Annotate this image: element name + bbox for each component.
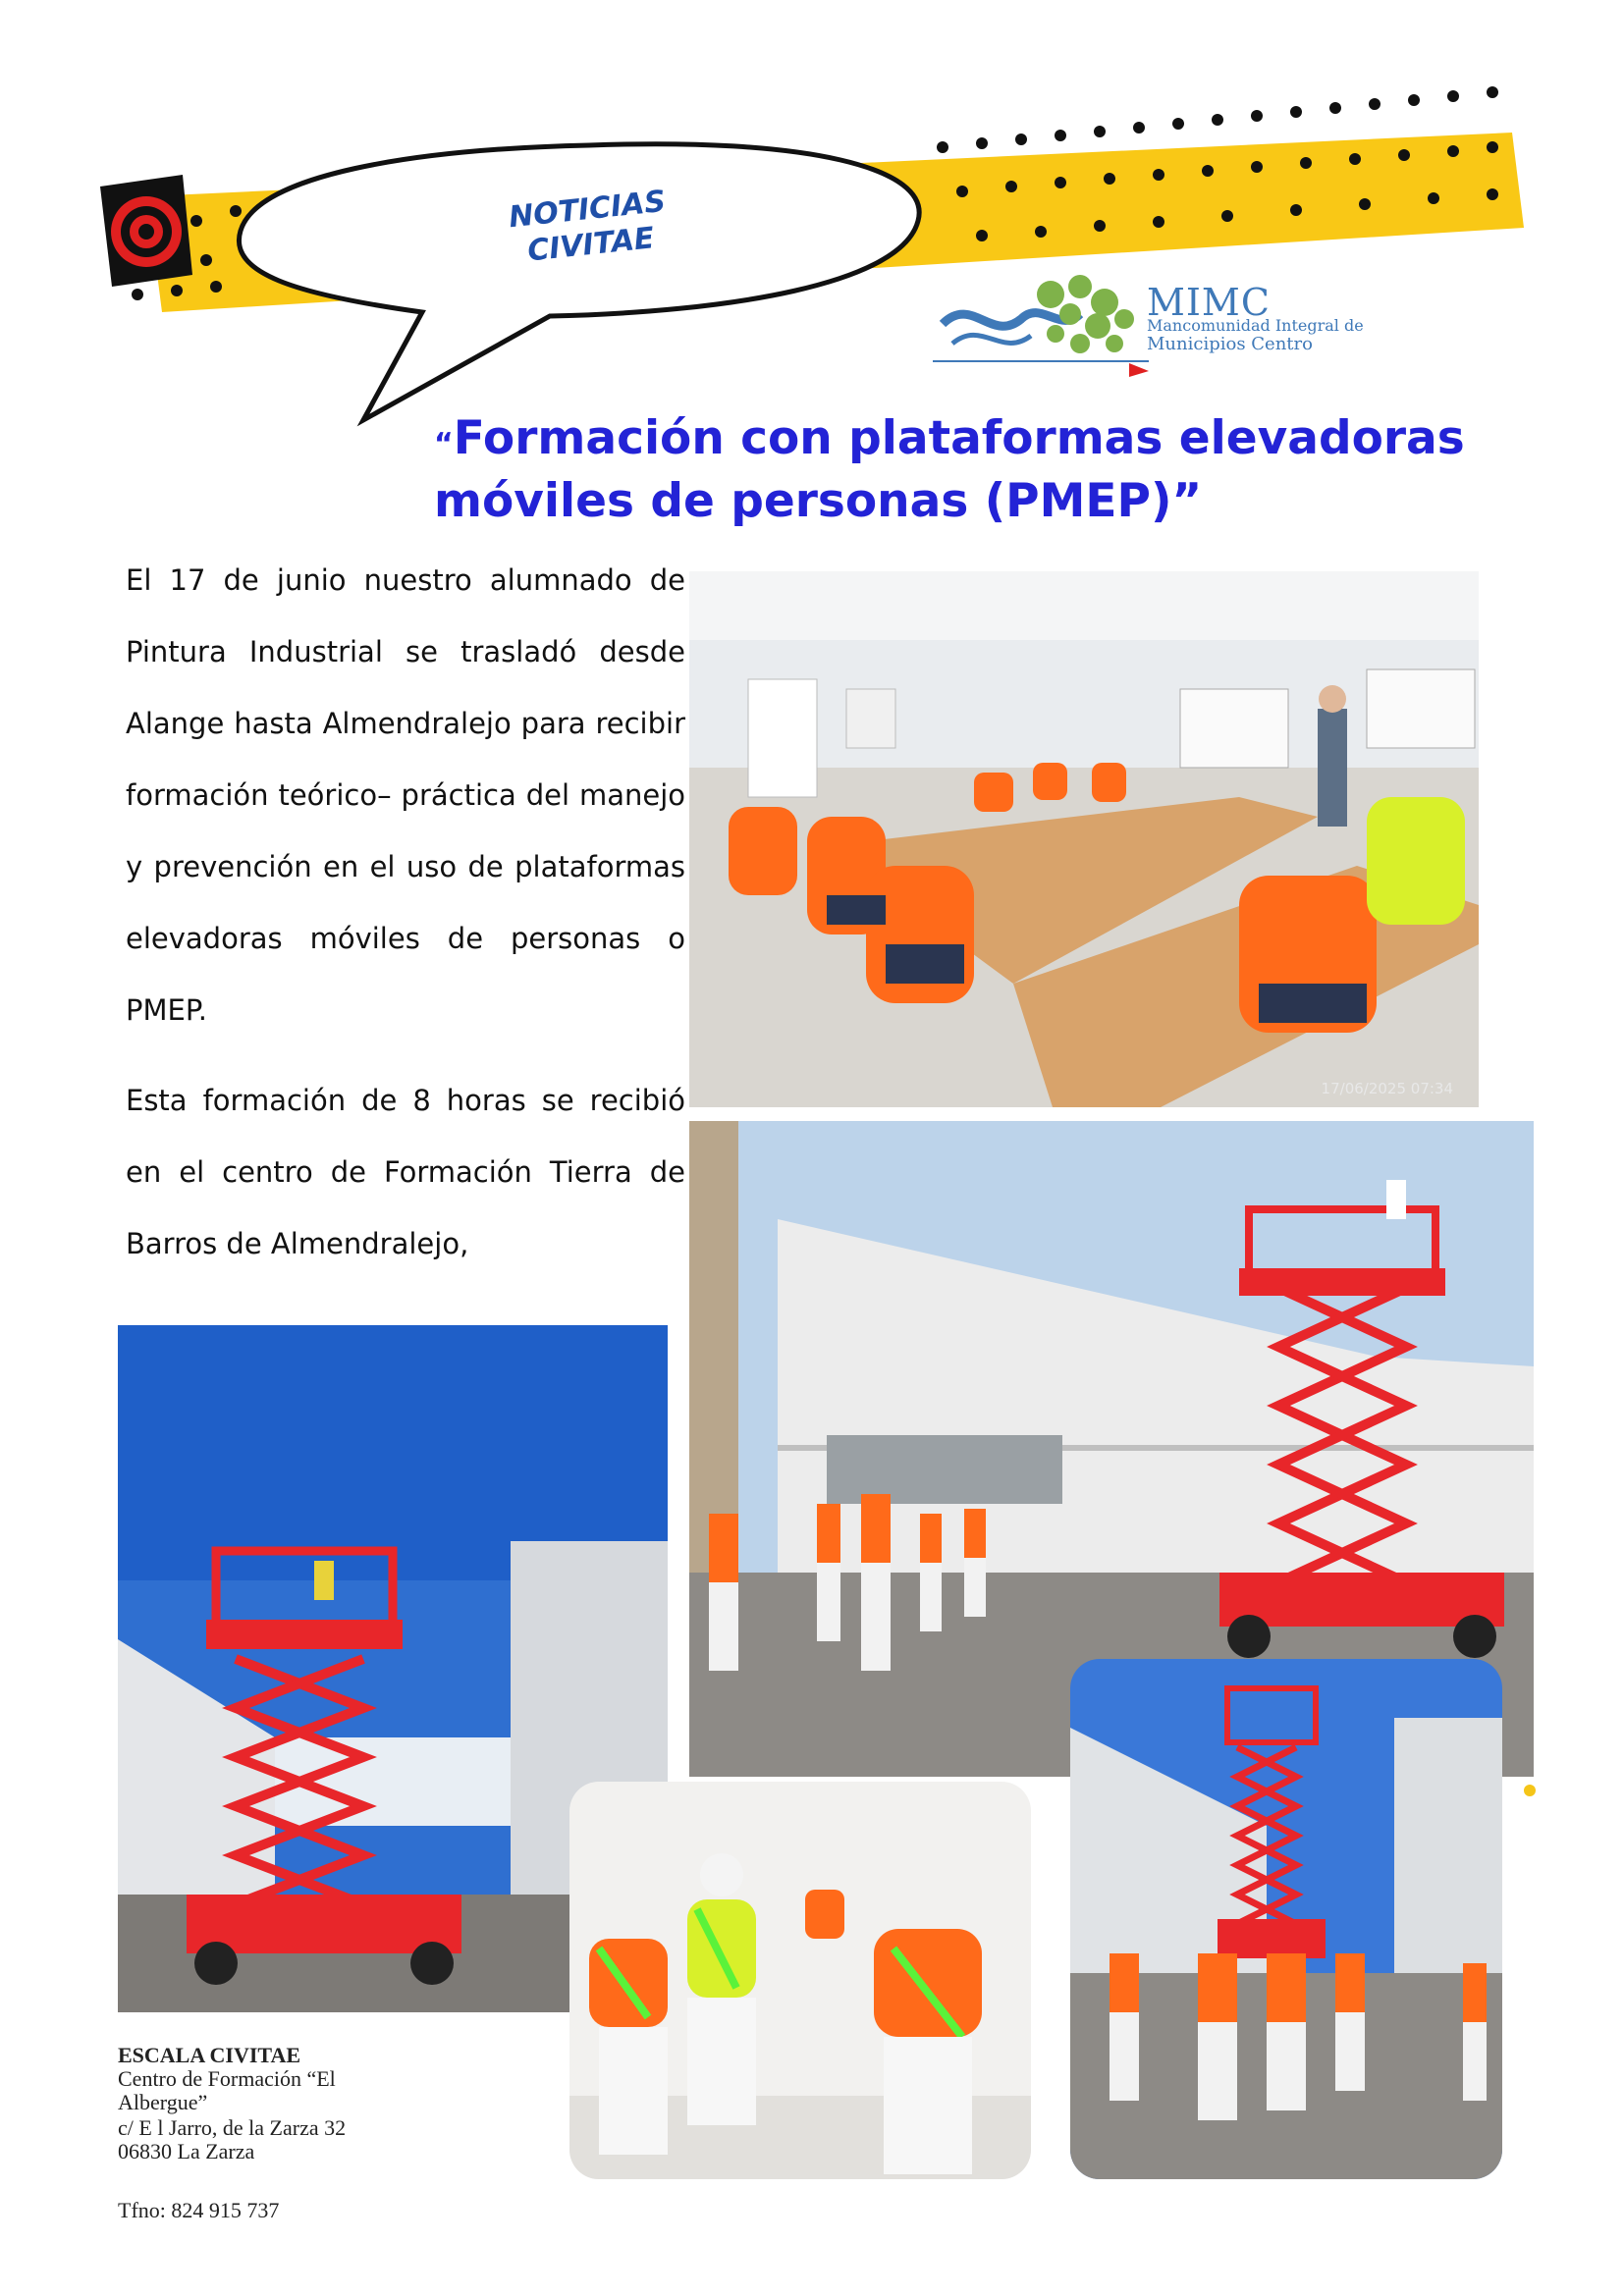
banner-title-line2: CIVITAE <box>525 221 657 269</box>
page-title <box>434 410 1534 530</box>
headline-line2: móviles de personas (PMEP)” <box>434 474 1203 528</box>
header-banner <box>0 0 1624 432</box>
footer-line3: c/ E l Jarro, de la Zarza 32 <box>118 2115 347 2140</box>
footer-phone: Tfno: 824 915 737 <box>118 2198 280 2222</box>
footer-org: ESCALA CIVITAE <box>118 2043 301 2067</box>
headline-line1: Formación con plataformas elevadoras <box>453 411 1465 465</box>
banner-title-line1: NOTICIAS <box>507 184 668 236</box>
mimc-logo-icon <box>933 265 1149 383</box>
paragraph-1: El 17 de junio nuestro alumnado de Pintura Industrial se trasladó desde Alange hasta Almendralejo para recibir formación teórico– práctica del manejo y prevención en el uso de plataformas elevadoras móviles de personas o PMEP. <box>126 563 685 1027</box>
classroom-photo <box>689 571 1479 1107</box>
group-outdoor-photo <box>1070 1659 1502 2179</box>
paragraph-2: Esta formación de 8 horas se recibió en el centro de Formación Tierra de Barros de Almendralejo, <box>126 1084 685 1260</box>
footer-line2: Albergue” <box>118 2090 208 2114</box>
logo-subtitle-line1: Mancomunidad Integral de <box>1147 316 1364 335</box>
harness-photo <box>569 1782 1031 2179</box>
logo-name: MIMC <box>1147 281 1271 324</box>
open-quote: “ <box>434 427 454 461</box>
footer-line4: 06830 La Zarza <box>118 2139 255 2163</box>
logo-subtitle-line2: Municipios Centro <box>1147 334 1313 354</box>
footer-line1: Centro de Formación “El <box>118 2066 336 2091</box>
page-marker-dot <box>1524 1785 1536 1796</box>
photo-timestamp: 17/06/2025 07:34 <box>1321 1080 1453 1097</box>
